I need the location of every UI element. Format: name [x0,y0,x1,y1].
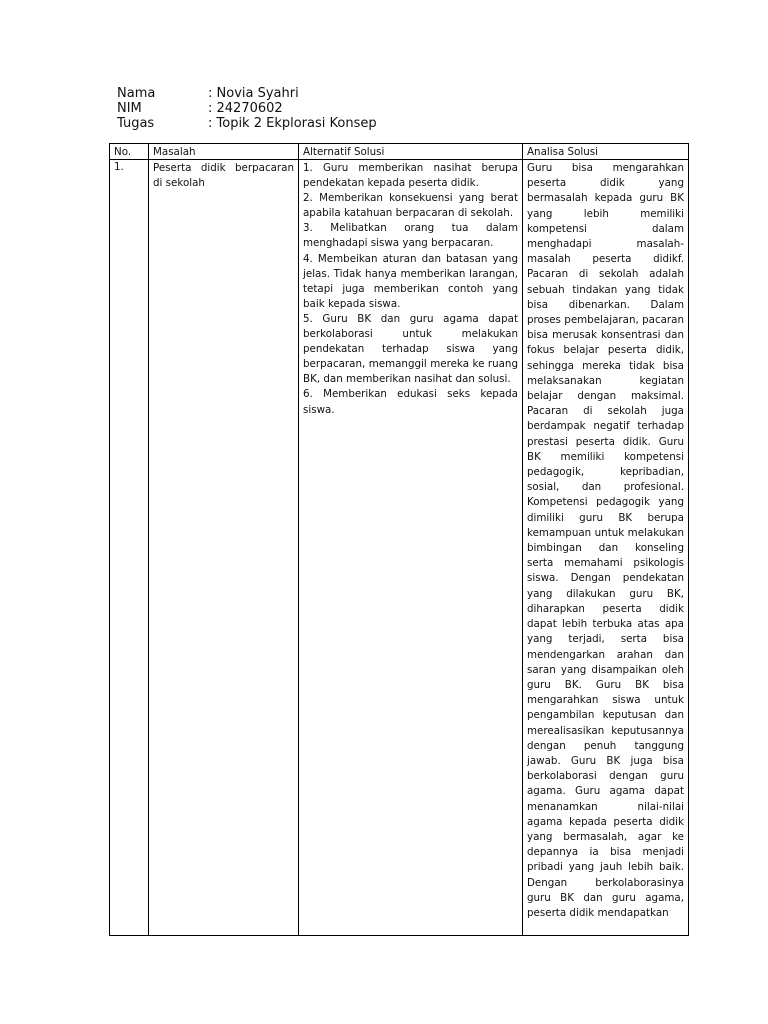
masalah-cell: Peserta didik berpacaran di sekolah [149,160,299,936]
list-item: 6. Memberikan edukasi seks kepada siswa. [303,388,518,416]
nama-value: : Novia Syahri [208,86,299,101]
table-header-row [110,144,689,160]
nim-row [117,101,377,116]
solution-table [109,143,689,936]
list-item: 5. Guru BK dan guru agama dapat berkolaborasi untuk melakukan pendekatan terhadap siswa yang berpacaran, memanggil mereka ke ruang BK, dan memberikan nasihat dan solusi. [303,312,518,386]
table-row [110,160,689,936]
nama-label: Nama [117,86,156,101]
tugas-value: : Topik 2 Ekplorasi Konsep [208,116,377,131]
list-item: 1. Guru memberikan nasihat berupa pendekatan kepada peserta didik. [303,162,518,190]
nim-label: NIM [117,101,142,116]
nim-value: : 24270602 [208,101,283,116]
nama-row [117,86,377,101]
list-item: 4. Membeikan aturan dan batasan yang jelas. Tidak hanya memberikan larangan, tetapi juga memberikan contoh yang baik kepada siswa. [303,252,518,310]
alternatif-cell [299,160,523,936]
column-header-no: No. [110,144,149,160]
tugas-row [117,116,377,131]
tugas-label: Tugas [117,116,155,131]
column-header-masalah: Masalah [149,144,299,160]
list-item: 3. Melibatkan orang tua dalam menghadapi siswa yang berpacaran. [303,222,518,250]
list-item: 2. Memberikan konsekuensi yang berat apabila katahuan berpacaran di sekolah. [303,192,518,220]
alternatif-list [303,161,518,418]
identity-header [117,86,377,131]
analisa-cell: Guru bisa mengarahkan peserta didik yang bermasalah kepada guru BK yang lebih memiliki kompetensi dalam menghadapi masalah-masalah peserta didikf. Pacaran di sekolah adalah sebuah tindakan yang tidak bisa dibenarkan. Dalam proses pembelajaran, pacaran bisa merusak konsentrasi dan fokus belajar peserta didik, sehingga mereka tidak bisa melaksanakan kegiatan belajar dengan maksimal. Pacaran di sekolah juga berdampak negatif terhadap prestasi peserta didik. Guru BK memiliki kompetensi pedagogik, kepribadian, sosial, dan profesional. Kompetensi pedagogik yang dimiliki guru BK berupa kemampuan untuk melakukan bimbingan dan konseling serta memahami psikologis siswa. Dengan pendekatan yang dilakukan guru BK, diharapkan peserta didik dapat lebih terbuka atas apa yang terjadi, serta bisa mendengarkan arahan dan saran yang disampaikan oleh guru BK. Guru BK bisa mengarahkan siswa untuk pengambilan keputusan dan merealisasikan keputusannya dengan penuh tanggung jawab. Guru BK juga bisa berkolaborasi dengan guru agama. Guru agama dapat menanamkan nilai-nilai agama kepada peserta didik yang bermasalah, agar ke depannya ia bisa menjadi pribadi yang jauh lebih baik. Dengan berkolaborasinya guru BK dan guru agama, peserta didik mendapatkan [523,160,689,936]
column-header-alternatif: Alternatif Solusi [299,144,523,160]
column-header-analisa: Analisa Solusi [523,144,689,160]
row-number: 1. [110,160,149,936]
